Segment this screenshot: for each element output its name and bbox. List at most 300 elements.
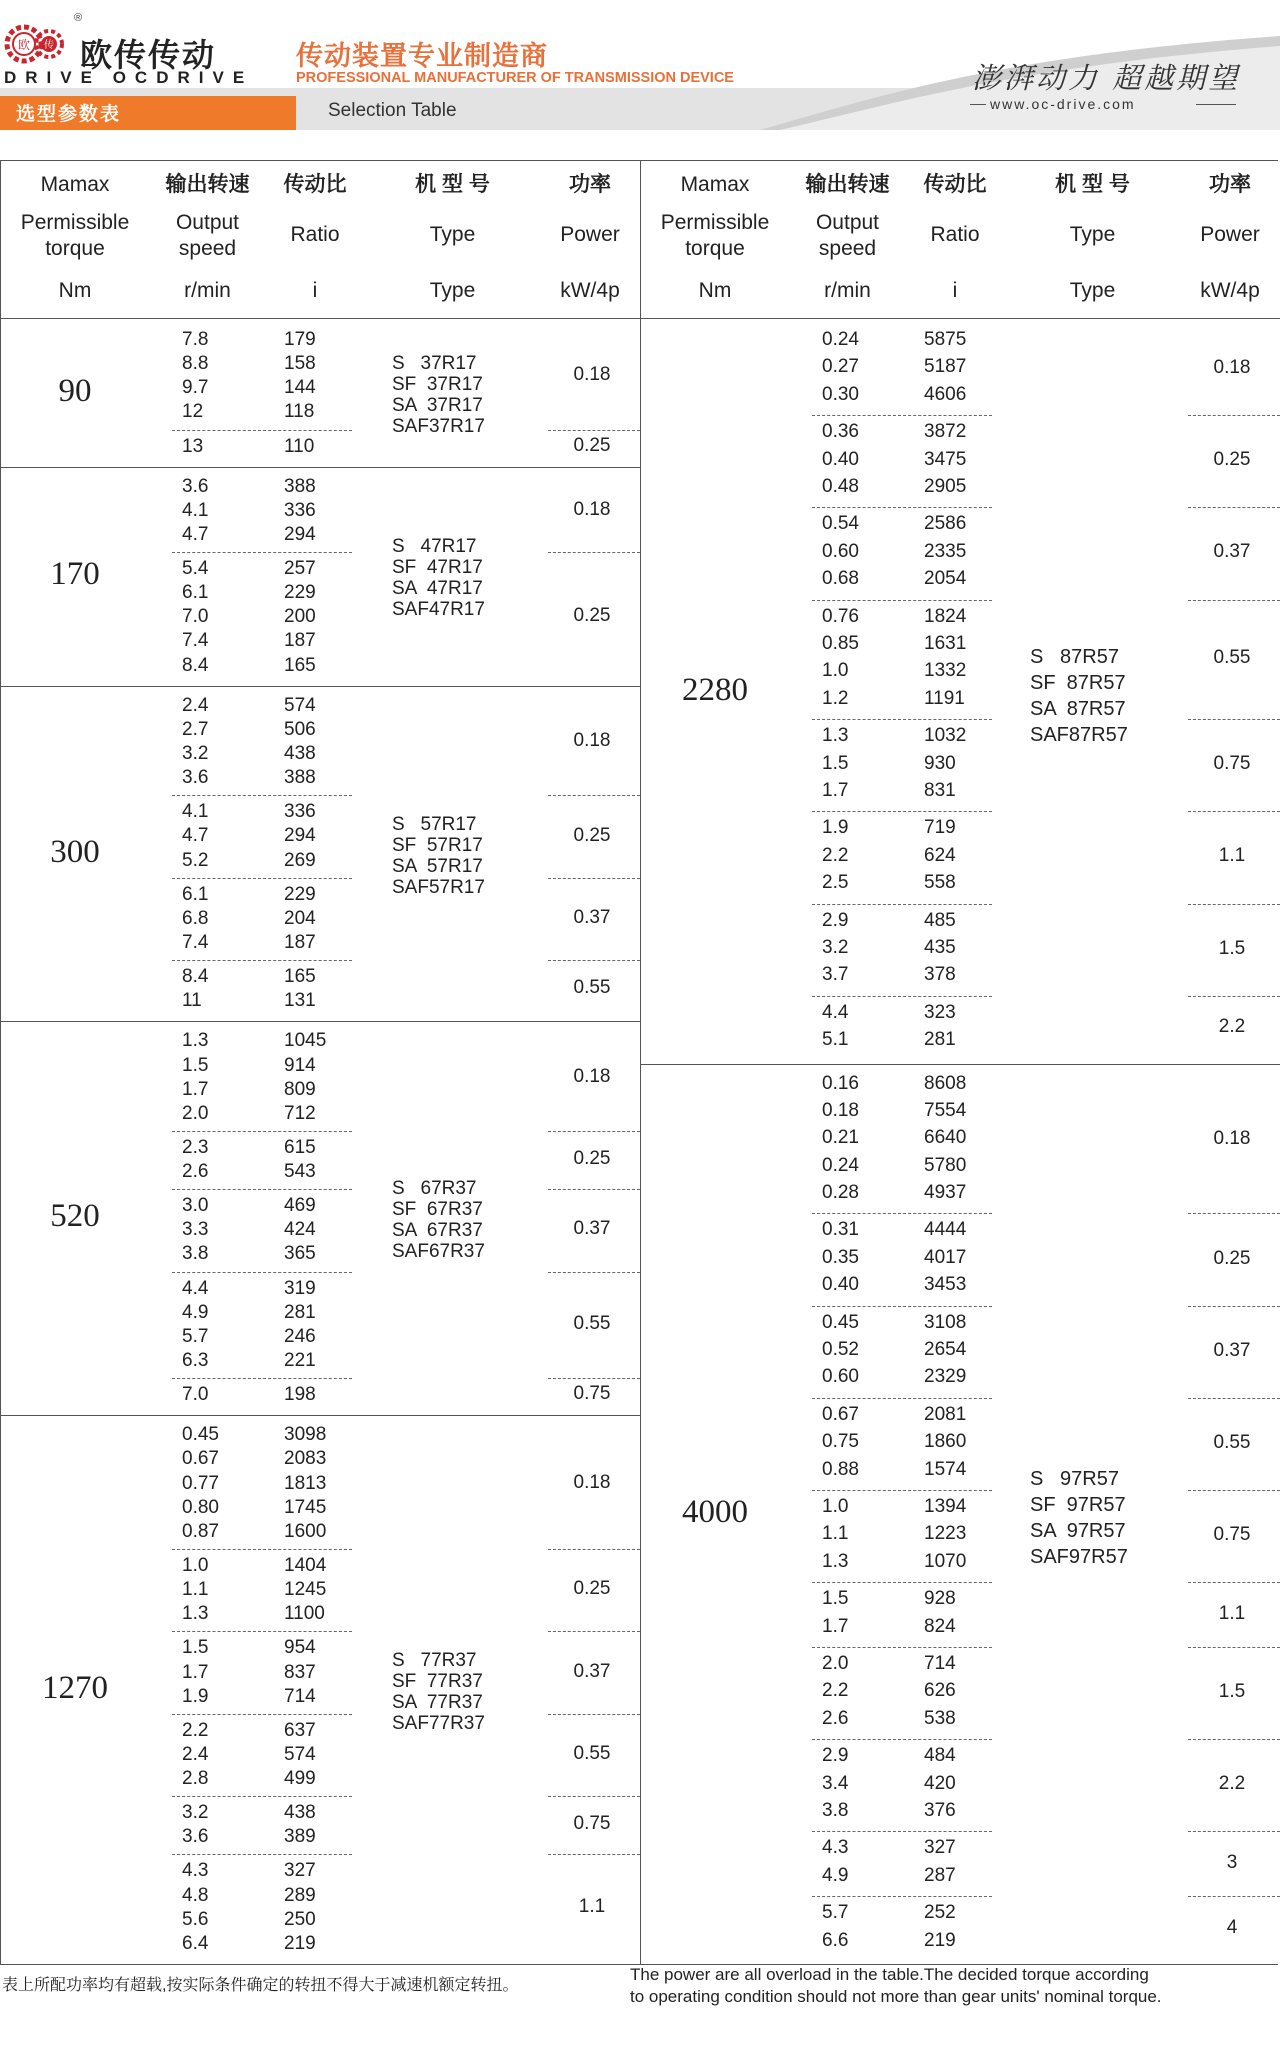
speed-value: 0.75	[822, 1431, 859, 1453]
ratio-value: 376	[924, 1800, 956, 1822]
ratio-value: 574	[284, 1743, 316, 1765]
speed-value: 1.5	[822, 1588, 849, 1610]
gear-type	[1030, 1466, 1128, 1570]
power-value: 2.2	[1218, 1016, 1246, 1038]
table-center-divider	[640, 160, 641, 1965]
section-tag-cn: 选型参数表	[16, 104, 122, 125]
ratio-value: 837	[284, 1661, 316, 1683]
speed-value: 4.1	[182, 801, 209, 823]
ratio-value: 5780	[924, 1154, 967, 1176]
speed-value: 1.3	[822, 1550, 849, 1572]
header-col2-1: Output	[175, 211, 240, 234]
gear-type-line: SAF57R17	[392, 876, 485, 898]
gear-type	[392, 536, 485, 620]
speed-value: 7.0	[182, 606, 209, 628]
speed-value: 0.30	[822, 383, 859, 405]
ratio-value: 1631	[924, 632, 967, 654]
ratio-value: 3108	[924, 1311, 967, 1333]
group-divider	[812, 1739, 992, 1740]
ratio-value: 712	[284, 1102, 316, 1124]
power-value: 0.18	[1213, 1128, 1251, 1149]
registered-mark: ®	[74, 12, 83, 24]
speed-value: 1.3	[822, 725, 849, 747]
power-value: 1.5	[1218, 937, 1246, 959]
ratio-value: 4937	[924, 1182, 967, 1204]
speed-value: 0.67	[822, 1403, 859, 1425]
speed-value: 1.7	[182, 1078, 209, 1100]
group-divider-power	[548, 1378, 640, 1379]
ratio-value: 5875	[924, 329, 967, 350]
ratio-value: 3098	[284, 1424, 327, 1446]
ratio-value: 2586	[924, 513, 967, 535]
group-divider-power	[548, 1854, 640, 1855]
ratio-value: 294	[284, 825, 316, 847]
speed-value: 2.9	[822, 1745, 849, 1767]
speed-value: 1.7	[822, 779, 849, 801]
speed-value: 8.8	[182, 353, 209, 375]
ratio-value: 420	[924, 1772, 956, 1794]
speed-value: 3.6	[182, 475, 209, 497]
group-divider-power	[1188, 904, 1280, 905]
speed-value: 8.4	[182, 966, 209, 988]
group-divider-power	[548, 1189, 640, 1190]
ratio-value: 388	[284, 475, 316, 497]
power-value: 1.1	[578, 1895, 606, 1917]
ratio-value: 2329	[924, 1366, 967, 1388]
ratio-value: 252	[924, 1902, 956, 1924]
speed-value: 1.7	[182, 1661, 209, 1683]
gear-type-line: SA 97R57	[1030, 1519, 1126, 1542]
power-value: 0.25	[1213, 449, 1251, 471]
header-col1-1: Permissible	[660, 211, 770, 234]
power-value: 0.18	[573, 1471, 611, 1493]
power-value: 0.55	[573, 977, 611, 999]
speed-value: 2.4	[182, 694, 209, 716]
group-divider	[172, 1131, 352, 1132]
ratio-value: 281	[924, 1029, 956, 1051]
header-bottom-rule	[0, 318, 1280, 319]
speed-value: 2.2	[822, 1680, 849, 1702]
group-divider	[812, 1896, 992, 1897]
torque-value: 300	[50, 833, 100, 870]
speed-value: 6.8	[182, 907, 209, 929]
ratio-value: 469	[284, 1195, 316, 1217]
website: www.oc-drive.com	[990, 96, 1136, 112]
group-divider	[812, 1831, 992, 1832]
gear-type-line: SF 77R37	[392, 1670, 483, 1692]
gear-type-line: S 67R37	[392, 1178, 477, 1200]
speed-value: 1.9	[822, 817, 849, 839]
header-col2-0: 输出转速	[805, 173, 890, 196]
ratio-value: 2081	[924, 1403, 967, 1425]
ratio-value: 323	[924, 1001, 956, 1023]
group-divider	[172, 552, 352, 553]
ratio-value: 118	[284, 401, 315, 423]
gear-type-line: SA 47R17	[392, 578, 483, 600]
speed-value: 5.6	[182, 1908, 209, 1930]
torque-value: 170	[50, 556, 100, 593]
group-divider	[812, 996, 992, 997]
power-value: 0.18	[573, 730, 611, 752]
group-divider	[172, 795, 352, 796]
section-tag-en: Selection Table	[328, 100, 457, 121]
speed-value: 7.0	[182, 1384, 209, 1406]
group-divider-power	[1188, 1398, 1280, 1399]
group-divider	[172, 1378, 352, 1379]
power-value: 0.37	[573, 1660, 611, 1682]
footer-note-en	[630, 1964, 1270, 2008]
speed-value: 1.7	[822, 1615, 849, 1637]
group-divider	[172, 1796, 352, 1797]
torque-value: 4000	[682, 1493, 748, 1530]
speed-value: 3.6	[182, 767, 209, 789]
speed-value: 0.24	[822, 1154, 859, 1176]
torque-value: 90	[58, 373, 92, 410]
speed-value: 6.4	[182, 1932, 209, 1954]
speed-value: 1.9	[182, 1685, 209, 1707]
group-divider-power	[1188, 600, 1280, 601]
speed-value: 13	[182, 435, 204, 457]
gear-type	[392, 1650, 485, 1734]
ratio-value: 281	[284, 1301, 316, 1323]
speed-value: 1.1	[182, 1579, 209, 1601]
ratio-value: 5187	[924, 356, 967, 378]
header-col3-0: 传动比	[283, 173, 347, 196]
ratio-value: 719	[924, 817, 956, 839]
group-divider	[812, 1306, 992, 1307]
ratio-value: 809	[284, 1078, 316, 1100]
group-divider	[812, 719, 992, 720]
ratio-value: 158	[284, 353, 316, 375]
group-divider-power	[548, 1131, 640, 1132]
ratio-value: 4444	[924, 1219, 967, 1241]
gear-type	[1030, 644, 1128, 748]
speed-value: 3.2	[182, 1802, 209, 1824]
speed-value: 1.0	[822, 1496, 849, 1518]
group-divider	[812, 811, 992, 812]
ratio-value: 6640	[924, 1127, 967, 1149]
group-divider-power	[1188, 996, 1280, 997]
speed-value: 3.8	[822, 1800, 849, 1822]
speed-value: 3.4	[822, 1772, 849, 1794]
speed-value: 1.2	[822, 687, 849, 709]
ratio-value: 2905	[924, 475, 967, 497]
speed-value: 1.3	[182, 1603, 209, 1625]
header-col3-1: Ratio	[930, 223, 980, 246]
group-divider-power	[548, 795, 640, 796]
ratio-value: 543	[284, 1161, 316, 1183]
gear-type-line: SA 37R17	[392, 395, 483, 417]
power-value: 0.25	[573, 434, 611, 456]
header-col4-0: 机 型 号	[415, 173, 490, 196]
group-divider-power	[548, 1272, 640, 1273]
speed-value: 1.1	[822, 1523, 849, 1545]
ratio-value: 831	[924, 779, 956, 801]
speed-value: 1.5	[182, 1054, 209, 1076]
ratio-value: 319	[284, 1277, 316, 1299]
ratio-value: 954	[284, 1637, 316, 1659]
ratio-value: 1574	[924, 1458, 967, 1480]
ratio-value: 438	[284, 743, 316, 765]
ratio-value: 187	[284, 931, 316, 953]
ratio-value: 378	[924, 964, 956, 986]
speed-value: 2.2	[822, 844, 849, 866]
speed-value: 3.2	[822, 936, 849, 958]
logo-gear-icon	[4, 14, 64, 74]
gear-type-line: SA 77R37	[392, 1691, 483, 1713]
brand-name-en	[4, 68, 253, 88]
group-divider-power	[548, 552, 640, 553]
speed-value: 2.4	[182, 1743, 209, 1765]
speed-value: 5.7	[182, 1325, 209, 1347]
ratio-value: 229	[284, 582, 316, 604]
gear-type-line: SF 97R57	[1030, 1493, 1126, 1516]
ratio-value: 165	[284, 654, 316, 676]
ratio-value: 1100	[284, 1603, 325, 1625]
ratio-value: 388	[284, 767, 316, 789]
ratio-value: 179	[284, 329, 316, 350]
gear-type-line: SF 57R17	[392, 834, 483, 856]
ratio-value: 198	[284, 1384, 316, 1406]
speed-value: 5.7	[822, 1902, 849, 1924]
power-value: 0.37	[1213, 541, 1251, 563]
footer-note-en-line2: to operating condition should not more than gear units' nominal torque.	[630, 1987, 1162, 2006]
speed-value: 2.5	[822, 872, 849, 894]
speed-value: 0.40	[822, 1274, 859, 1296]
group-divider	[172, 878, 352, 879]
gear-type-line: SF 47R17	[392, 557, 483, 579]
power-value: 4	[1226, 1916, 1238, 1938]
group-divider	[812, 1582, 992, 1583]
header-col5-1: Power	[560, 223, 620, 246]
ratio-value: 2335	[924, 540, 967, 562]
speed-value: 0.45	[182, 1424, 219, 1446]
speed-value: 4.7	[182, 825, 209, 847]
ratio-value: 144	[284, 377, 316, 399]
ratio-value: 626	[924, 1680, 956, 1702]
header-col1-0: Mamax	[40, 173, 110, 196]
group-divider-power	[548, 960, 640, 961]
power-value: 0.37	[573, 906, 611, 928]
header-col2-2: speed	[818, 237, 877, 260]
group-divider	[812, 1398, 992, 1399]
group-divider-power	[1188, 1582, 1280, 1583]
group-divider-power	[1188, 1739, 1280, 1740]
speed-value: 0.24	[822, 329, 859, 350]
torque-value: 2280	[682, 671, 748, 708]
speed-value: 8.4	[182, 654, 209, 676]
power-value: 1.1	[1218, 845, 1246, 867]
ratio-value: 1223	[924, 1523, 967, 1545]
ratio-value: 1745	[284, 1496, 327, 1518]
speed-value: 0.45	[822, 1311, 859, 1333]
group-divider-power	[548, 1631, 640, 1632]
group-divider-power	[548, 1714, 640, 1715]
speed-value: 2.0	[822, 1653, 849, 1675]
ratio-value: 219	[924, 1929, 956, 1951]
ratio-value: 506	[284, 718, 316, 740]
speed-value: 4.9	[822, 1864, 849, 1886]
speed-value: 4.3	[822, 1837, 849, 1859]
power-value: 0.25	[573, 1578, 611, 1600]
gear-type	[392, 353, 485, 437]
group-divider	[172, 960, 352, 961]
ratio-value: 1070	[924, 1550, 967, 1572]
ratio-value: 3475	[924, 448, 967, 470]
ratio-value: 485	[924, 909, 956, 931]
header-col3-1: Ratio	[290, 223, 340, 246]
speed-value: 0.87	[182, 1520, 219, 1542]
group-divider	[812, 415, 992, 416]
header-col2-2: speed	[178, 237, 237, 260]
slogan-cn: 传动装置专业制造商	[296, 41, 548, 71]
speed-value: 0.52	[822, 1339, 859, 1361]
speed-value: 2.7	[182, 718, 209, 740]
power-value: 0.25	[573, 1148, 611, 1170]
ratio-value: 2054	[924, 568, 967, 590]
page-header	[0, 0, 1280, 130]
gear-type-line: SF 37R17	[392, 374, 483, 396]
block-divider	[0, 1415, 640, 1416]
ratio-value: 714	[924, 1653, 956, 1675]
speed-value: 0.36	[822, 421, 859, 443]
power-value: 1.5	[1218, 1681, 1246, 1703]
header-col3-2: i	[312, 279, 318, 302]
group-divider	[812, 904, 992, 905]
ratio-value: 4606	[924, 383, 967, 405]
header-col1-3: Nm	[698, 279, 732, 302]
ratio-value: 1245	[284, 1579, 327, 1601]
speed-value: 1.3	[182, 1030, 209, 1052]
power-value: 0.25	[573, 824, 611, 846]
power-value: 0.37	[1213, 1339, 1251, 1361]
ratio-value: 424	[284, 1219, 316, 1241]
gear-type-line: S 47R17	[392, 536, 477, 558]
torque-value: 1270	[42, 1669, 108, 1706]
gear-type-line: SAF47R17	[392, 599, 485, 621]
header-col4-2: Type	[1069, 279, 1116, 302]
group-divider-power	[1188, 1896, 1280, 1897]
speed-value: 3.7	[822, 964, 849, 986]
speed-value: 1.0	[182, 1554, 209, 1576]
header-col5-0: 功率	[1209, 173, 1251, 196]
ratio-value: 327	[284, 1860, 316, 1882]
speed-value: 3.8	[182, 1243, 209, 1265]
power-value: 2.2	[1218, 1773, 1246, 1795]
speed-value: 7.8	[182, 329, 209, 350]
speed-value: 12	[182, 401, 204, 423]
power-value: 0.18	[573, 498, 611, 520]
speed-value: 2.2	[182, 1719, 209, 1741]
ratio-value: 7554	[924, 1099, 967, 1121]
ratio-value: 1045	[284, 1030, 327, 1052]
gear-type-line: SAF97R57	[1030, 1545, 1128, 1568]
power-value: 0.75	[573, 1813, 611, 1835]
gear-type-line: SAF77R37	[392, 1712, 485, 1734]
slogan-en: PROFESSIONAL MANUFACTURER OF TRANSMISSION DEVICE	[296, 70, 734, 86]
ratio-value: 824	[924, 1615, 956, 1637]
group-divider	[812, 1213, 992, 1214]
ratio-value: 246	[284, 1325, 316, 1347]
group-divider-power	[1188, 1213, 1280, 1214]
header-col2-3: r/min	[184, 279, 231, 302]
header-col2-1: Output	[815, 211, 880, 234]
ratio-value: 269	[284, 849, 316, 871]
group-divider-power	[1188, 719, 1280, 720]
ratio-value: 365	[284, 1243, 316, 1265]
block-divider	[0, 467, 640, 468]
ratio-value: 287	[924, 1864, 956, 1886]
header-col1-0: Mamax	[680, 173, 750, 196]
speed-value: 2.8	[182, 1768, 209, 1790]
ratio-value: 637	[284, 1719, 316, 1741]
ratio-value: 1332	[924, 660, 967, 682]
power-value: 0.55	[573, 1742, 611, 1764]
header-col1-1: Permissible	[20, 211, 130, 234]
ratio-value: 3872	[924, 421, 967, 443]
gear-type-line: SA 87R57	[1030, 697, 1126, 720]
gear-type-line: SA 57R17	[392, 855, 483, 877]
group-divider	[812, 1647, 992, 1648]
header-col5-2: kW/4p	[560, 279, 620, 302]
ratio-value: 615	[284, 1136, 316, 1158]
ratio-value: 538	[924, 1707, 956, 1729]
speed-value: 0.60	[822, 1366, 859, 1388]
gear-type-line: SF 87R57	[1030, 671, 1126, 694]
header-col5-1: Power	[1200, 223, 1260, 246]
ratio-value: 219	[284, 1932, 316, 1954]
ratio-value: 1860	[924, 1431, 967, 1453]
power-value: 0.25	[573, 605, 611, 627]
ratio-value: 1032	[924, 725, 967, 747]
gear-type-line: SAF87R57	[1030, 723, 1128, 746]
power-value: 0.18	[1213, 357, 1251, 379]
group-divider	[172, 1631, 352, 1632]
speed-value: 2.9	[822, 909, 849, 931]
brand-name-cn: 欧传传动	[80, 37, 217, 73]
power-value: 3	[1226, 1851, 1238, 1873]
power-value: 1.1	[1218, 1602, 1246, 1624]
gear-type-line: S 37R17	[392, 353, 477, 375]
speed-value: 5.1	[822, 1029, 849, 1051]
header-col4-0: 机 型 号	[1055, 173, 1130, 196]
group-divider	[172, 430, 352, 431]
speed-value: 9.7	[182, 377, 209, 399]
power-value: 0.55	[1213, 1431, 1251, 1453]
speed-value: 0.16	[822, 1072, 859, 1094]
header-col1-2: torque	[685, 237, 745, 260]
power-value: 0.55	[573, 1312, 611, 1334]
speed-value: 4.1	[182, 499, 209, 521]
speed-value: 0.85	[822, 632, 859, 654]
ratio-value: 200	[284, 606, 316, 628]
ratio-value: 484	[924, 1745, 956, 1767]
footer-note-en-line1: The power are all overload in the table.The decided torque according	[630, 1965, 1149, 1984]
speed-value: 4.3	[182, 1860, 209, 1882]
speed-value: 1.5	[182, 1637, 209, 1659]
ratio-value: 1191	[924, 687, 965, 709]
ratio-value: 327	[924, 1837, 956, 1859]
ratio-value: 1600	[284, 1520, 327, 1542]
speed-value: 2.0	[182, 1102, 209, 1124]
speed-value: 0.60	[822, 540, 859, 562]
gear-type-line: SA 67R37	[392, 1220, 483, 1242]
group-divider-power	[1188, 1647, 1280, 1648]
block-divider	[0, 1021, 640, 1022]
speed-value: 5.4	[182, 558, 209, 580]
speed-value: 2.6	[182, 1161, 209, 1183]
torque-value: 520	[50, 1198, 100, 1235]
